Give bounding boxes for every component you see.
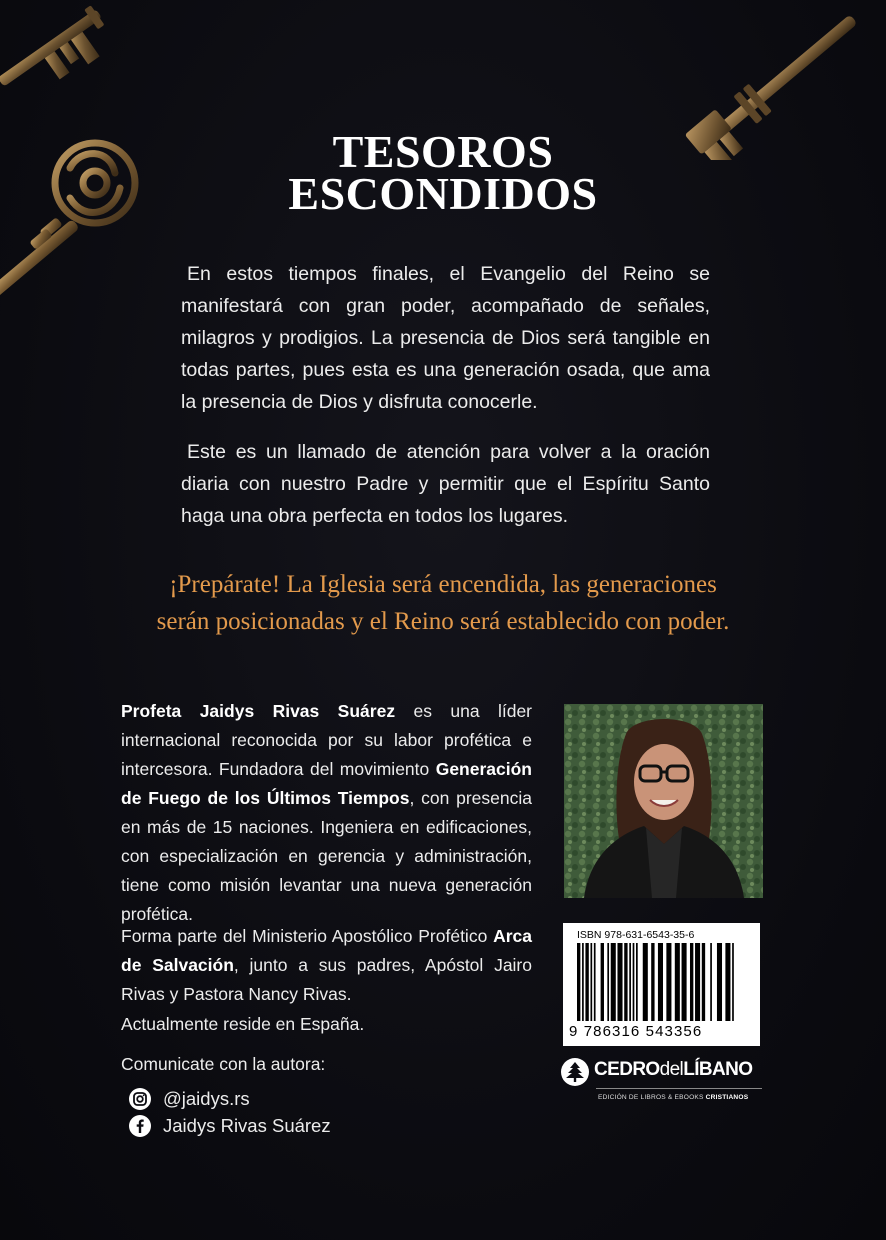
facebook-name[interactable]: Jaidys Rivas Suárez xyxy=(163,1115,331,1136)
callout-line-2: serán posicionadas y el Reino será establecido con poder. xyxy=(156,608,730,635)
barcode-bar xyxy=(582,943,584,1021)
publisher-name-b: del xyxy=(659,1059,684,1080)
barcode-bar xyxy=(725,943,730,1021)
barcode-bar xyxy=(607,943,609,1021)
publisher-divider xyxy=(596,1088,762,1089)
cedar-tree-icon xyxy=(560,1057,590,1087)
barcode-bar xyxy=(717,943,722,1021)
barcode-bar xyxy=(732,943,734,1021)
isbn-label: ISBN 978-631-6543-35-6 xyxy=(577,929,695,941)
author-photo xyxy=(564,704,763,898)
publisher-name-c: LÍBANO xyxy=(683,1059,753,1080)
residence-text: Actualmente reside en España. xyxy=(121,1014,365,1034)
barcode-bar xyxy=(695,943,700,1021)
barcode-bar xyxy=(658,943,663,1021)
barcode-bar xyxy=(617,943,622,1021)
key-top-left-icon xyxy=(0,0,130,95)
barcode-bar xyxy=(611,943,616,1021)
bio-text-a: es una líder internacional reconocida por su labor profética e intercesora. Fundadora del movimiento xyxy=(121,701,533,779)
barcode-bar xyxy=(629,943,631,1021)
movement-name: Generación de Fuego de los Últimos Tiempos xyxy=(121,759,532,808)
barcode-bar xyxy=(690,943,693,1021)
barcode-bars xyxy=(577,943,749,1021)
barcode-bar xyxy=(682,943,687,1021)
barcode-bar xyxy=(594,943,596,1021)
social-facebook[interactable] xyxy=(129,1114,331,1138)
blurb-paragraph-1: En estos tiempos finales, el Evangelio del Reino se manifestará con gran poder, acompañado de señales, milagros y prodigios. La presencia de Dios será tangible en todas partes, pues esta es una generación osada, que ama la presencia de Dios y disfruta conocerle. xyxy=(181,263,710,413)
blurb-paragraph-2: Este es un llamado de atención para volver a la oración diaria con nuestro Padre y permitir que el Espíritu Santo haga una obra perfecta en todos los lugares. xyxy=(181,441,710,527)
instagram-icon xyxy=(129,1088,151,1110)
barcode-bar xyxy=(601,943,604,1021)
callout-quote xyxy=(80,566,806,640)
author-name: Profeta Jaidys Rivas Suárez xyxy=(121,701,396,721)
barcode-bar xyxy=(710,943,712,1021)
barcode-bar xyxy=(577,943,580,1021)
ministry-paragraph xyxy=(121,922,532,1009)
publisher-tagline-b: CRISTIANOS xyxy=(705,1094,749,1101)
barcode-bar xyxy=(702,943,705,1021)
social-instagram[interactable] xyxy=(129,1087,250,1111)
facebook-icon xyxy=(129,1115,151,1137)
barcode-bar xyxy=(675,943,680,1021)
barcode-digits: 9 786316 543356 xyxy=(569,1023,703,1040)
bio-text-b: , con presencia en más de 15 naciones. Ingeniera en edificaciones, con especialización en gerencia y administración, tiene como misión levantar una nueva generación profética. xyxy=(121,788,532,924)
publisher-logo xyxy=(560,1054,764,1110)
instagram-handle[interactable]: @jaidys.rs xyxy=(163,1088,250,1109)
publisher-name xyxy=(594,1059,752,1081)
author-bio-paragraph xyxy=(121,697,532,929)
ministry-text-b: , junto a sus padres, Apóstol Jairo Rivas y Pastora Nancy Rivas. xyxy=(121,955,532,1004)
publisher-name-a: CEDRO xyxy=(594,1059,660,1080)
barcode-bar xyxy=(590,943,592,1021)
barcode-bar xyxy=(585,943,588,1021)
barcode-bar xyxy=(643,943,648,1021)
callout-line-1: ¡Prepárate! La Iglesia será encendida, las generaciones xyxy=(169,571,717,598)
ministry-name: Arca de Salvación xyxy=(121,926,532,975)
barcode-bar xyxy=(636,943,638,1021)
barcode-bar xyxy=(624,943,627,1021)
ministry-text-a: Forma parte del Ministerio Apostólico Profético xyxy=(121,926,494,946)
barcode-bar xyxy=(651,943,654,1021)
barcode-bar xyxy=(666,943,671,1021)
isbn-barcode xyxy=(563,923,760,1046)
book-title-line-2: ESCONDIDOS xyxy=(288,168,598,219)
publisher-tagline-a: EDICIÓN DE LIBROS & EBOOKS xyxy=(598,1094,706,1101)
contact-heading: Comunicate con la autora: xyxy=(121,1054,326,1074)
book-title-line-1: TESOROS xyxy=(332,126,554,177)
publisher-tagline xyxy=(598,1094,748,1101)
barcode-bar xyxy=(633,943,635,1021)
